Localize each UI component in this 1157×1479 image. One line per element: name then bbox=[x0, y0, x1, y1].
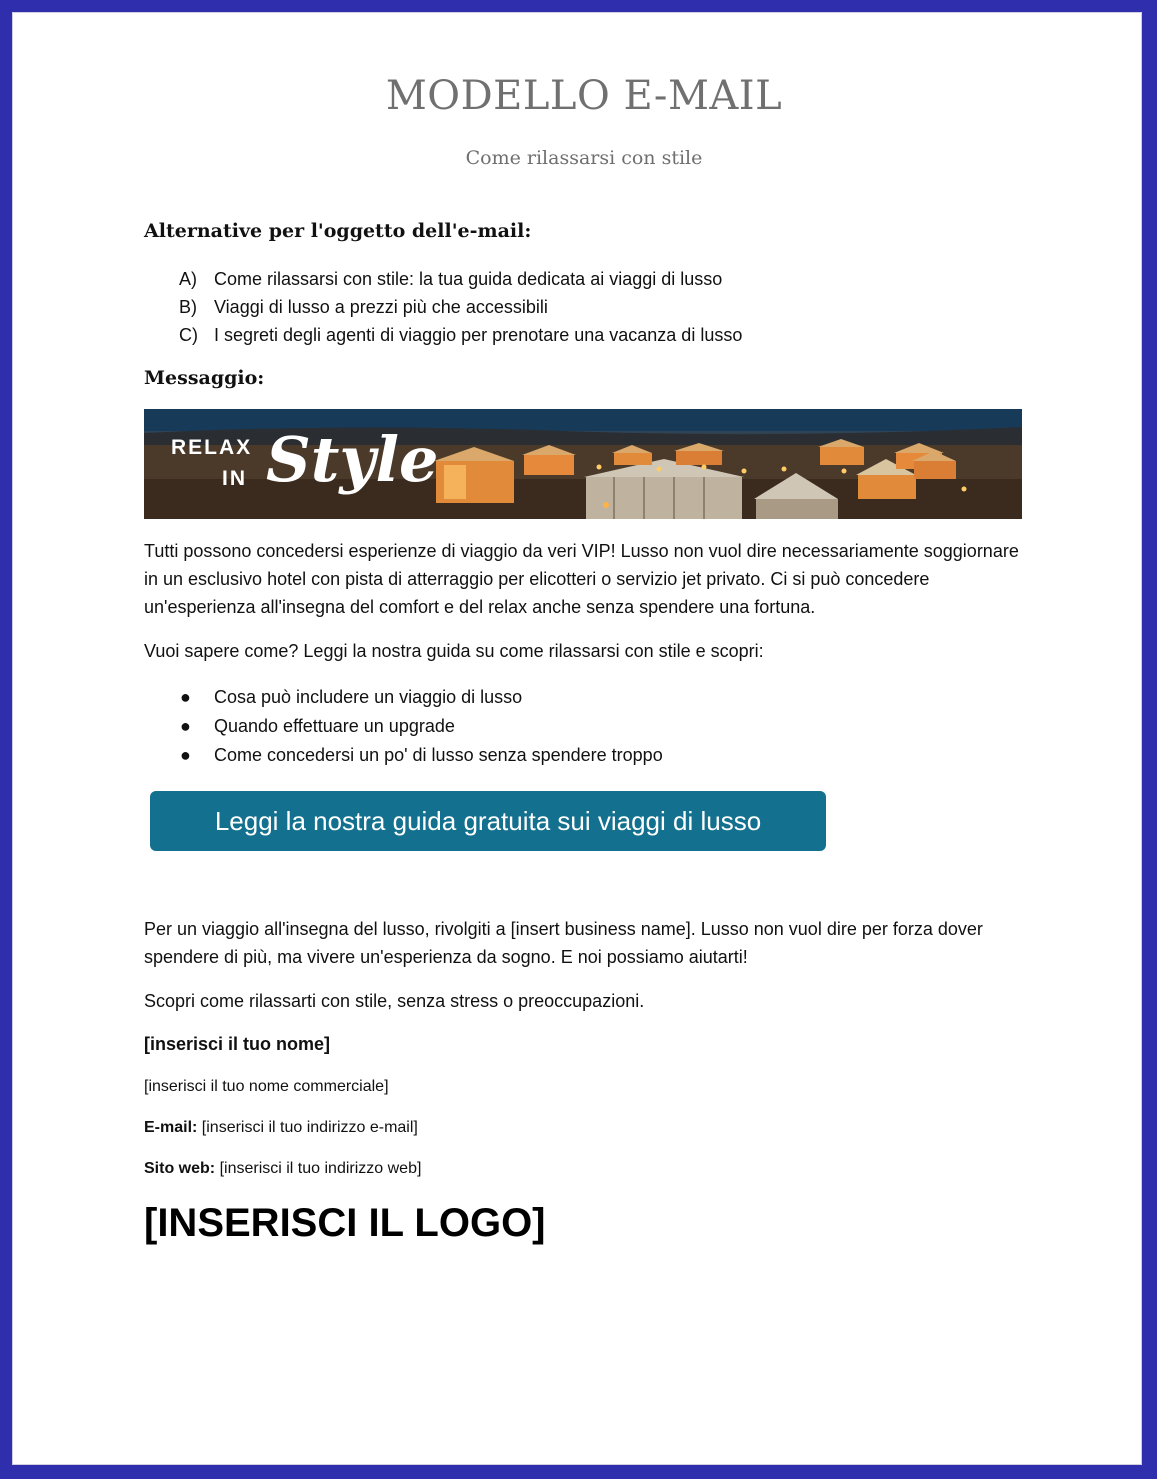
subject-heading: Alternative per l'oggetto dell'e-mail: bbox=[144, 220, 532, 242]
list-marker: A) bbox=[179, 269, 197, 289]
list-item bbox=[144, 293, 742, 321]
page-subtitle: Come rilassarsi con stile bbox=[465, 147, 703, 169]
banner-relax-text: RELAX bbox=[171, 436, 253, 459]
website-label: Sito web: bbox=[144, 1160, 216, 1177]
signature-website bbox=[144, 1160, 421, 1178]
message-paragraph-2: Vuoi sapere come? Leggi la nostra guida su come rilassarsi con stile e scopri: bbox=[144, 641, 764, 661]
message-paragraph-1: Tutti possono concedersi esperienze di viaggio da veri VIP! Lusso non vuol dire necessariamente soggiornare in un esclusivo hotel con pista di atterraggio per elicotteri o servizio jet privato. Ci si può concedere un'esperienza all'insegna del comfort e del relax anche senza spendere una fortuna. bbox=[144, 541, 1019, 617]
list-item-text: Cosa può includere un viaggio di lusso bbox=[214, 687, 523, 707]
list-item bbox=[144, 683, 663, 712]
website-value: [inserisci il tuo indirizzo web] bbox=[219, 1160, 422, 1177]
subject-list bbox=[144, 265, 742, 349]
signature-email bbox=[144, 1119, 418, 1137]
list-item bbox=[144, 712, 663, 741]
bullet-icon: ● bbox=[180, 745, 191, 765]
benefits-list bbox=[144, 683, 663, 770]
relax-in-style-banner bbox=[144, 409, 1022, 519]
message-paragraph-3: Per un viaggio all'insegna del lusso, rivolgiti a [insert business name]. Lusso non vuol dire per forza dover spendere di più, ma vivere un'esperienza da sogno. E noi possiamo aiutarti! bbox=[144, 919, 983, 967]
list-item-text: Come concedersi un po' di lusso senza spendere troppo bbox=[214, 745, 663, 765]
message-paragraph-4: Scopri come rilassarti con stile, senza stress o preoccupazioni. bbox=[144, 991, 645, 1011]
list-item-text: Quando effettuare un upgrade bbox=[214, 716, 455, 736]
list-marker: C) bbox=[179, 325, 198, 345]
bullet-icon: ● bbox=[180, 687, 191, 707]
list-item-text: I segreti degli agenti di viaggio per prenotare una vacanza di lusso bbox=[214, 325, 743, 345]
list-item-text: Come rilassarsi con stile: la tua guida dedicata ai viaggi di lusso bbox=[214, 269, 723, 289]
email-value: [inserisci il tuo indirizzo e-mail] bbox=[201, 1119, 418, 1136]
list-item bbox=[144, 321, 742, 349]
signature-name: [inserisci il tuo nome] bbox=[144, 1034, 331, 1054]
banner-in-text: IN bbox=[222, 467, 247, 490]
page-title: MODELLO E-MAIL bbox=[385, 73, 783, 119]
signature-business: [inserisci il tuo nome commerciale] bbox=[144, 1078, 389, 1095]
list-item bbox=[144, 741, 663, 770]
bullet-icon: ● bbox=[180, 716, 191, 736]
list-item-text: Viaggi di lusso a prezzi più che accessibili bbox=[214, 297, 548, 317]
document-page bbox=[12, 12, 1142, 1465]
banner-style-text: Style bbox=[266, 423, 439, 496]
message-heading: Messaggio: bbox=[144, 367, 265, 389]
email-label: E-mail: bbox=[144, 1119, 198, 1136]
list-marker: B) bbox=[179, 297, 197, 317]
list-item bbox=[144, 265, 742, 293]
read-guide-button[interactable]: Leggi la nostra guida gratuita sui viaggi di lusso bbox=[150, 791, 826, 851]
logo-placeholder: [INSERISCI IL LOGO] bbox=[144, 1201, 546, 1245]
